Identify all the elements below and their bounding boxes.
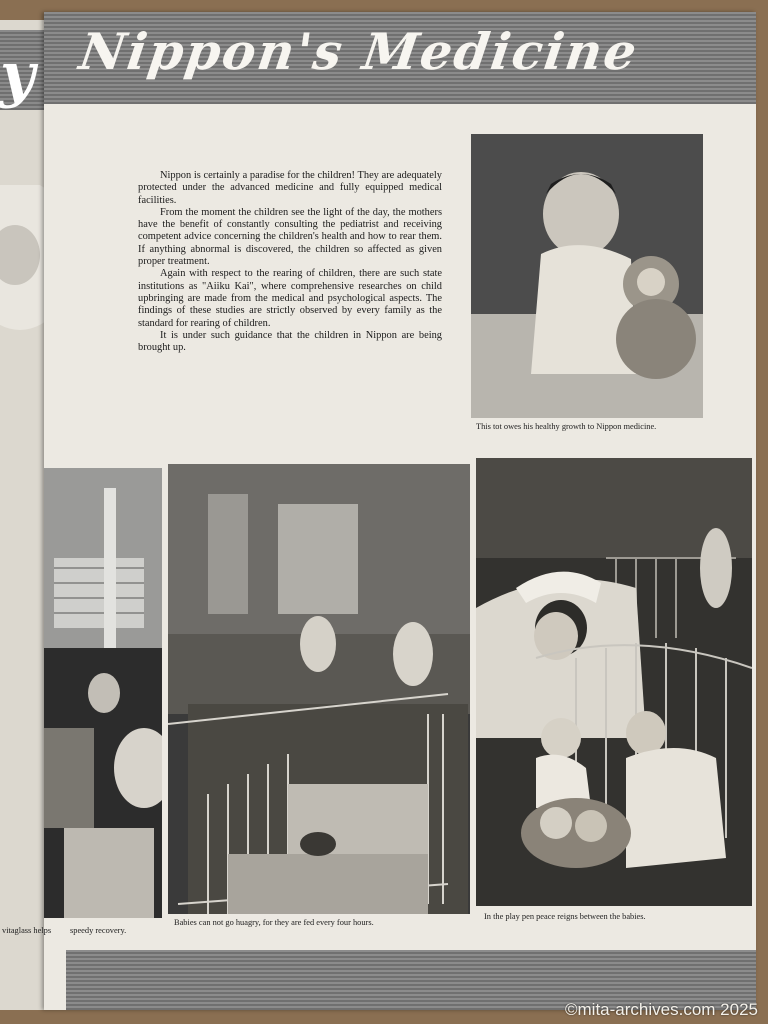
article-paragraph: Nippon is certainly a paradise for the children! They are adequately protected under the advanced medicine and fully equipped medical facilities. — [138, 170, 442, 206]
ward-photo-caption-right: speedy recovery. — [70, 926, 127, 935]
article-paragraph: Again with respect to the rearing of children, there are such state institutions as "Aiiku Kai", where comprehensive researches on child upbringing are made from the medical and psychological aspects. The findings of these studies are strictly observed by every family as the standard for rearing of children. — [138, 268, 442, 329]
tot-photo-caption: This tot owes his healthy growth to Nippon medicine. — [476, 422, 657, 431]
header-band — [44, 12, 756, 104]
tot-photo — [471, 134, 703, 418]
cribs-photo — [168, 464, 470, 914]
playpen-photo — [476, 458, 752, 906]
article-paragraph: It is under such guidance that the children in Nippon are being brought up. — [138, 329, 442, 354]
article-paragraph: From the moment the children see the light of the day, the mothers have the benefit of constantly consulting the pediatrist and receiving competent advice concerning the children's health and how to rear them. If anything abnormal is discovered, the children so affected as given proper treatment. — [138, 206, 442, 268]
cribs-photo-caption: Babies can not go huagry, for they are fed every four hours. — [174, 918, 374, 927]
page-title: Nippon's Medicine — [75, 22, 643, 81]
playpen-photo-caption: In the play pen peace reigns between the babies. — [484, 912, 646, 921]
ward-photo — [44, 468, 162, 918]
left-page-title-fragment: y — [0, 40, 35, 110]
watermark: ©mita-archives.com 2025 — [565, 1000, 758, 1019]
article-body — [138, 170, 442, 354]
ward-photo-caption-left: vitaglass helps — [2, 926, 52, 935]
magazine-page — [44, 12, 756, 1010]
